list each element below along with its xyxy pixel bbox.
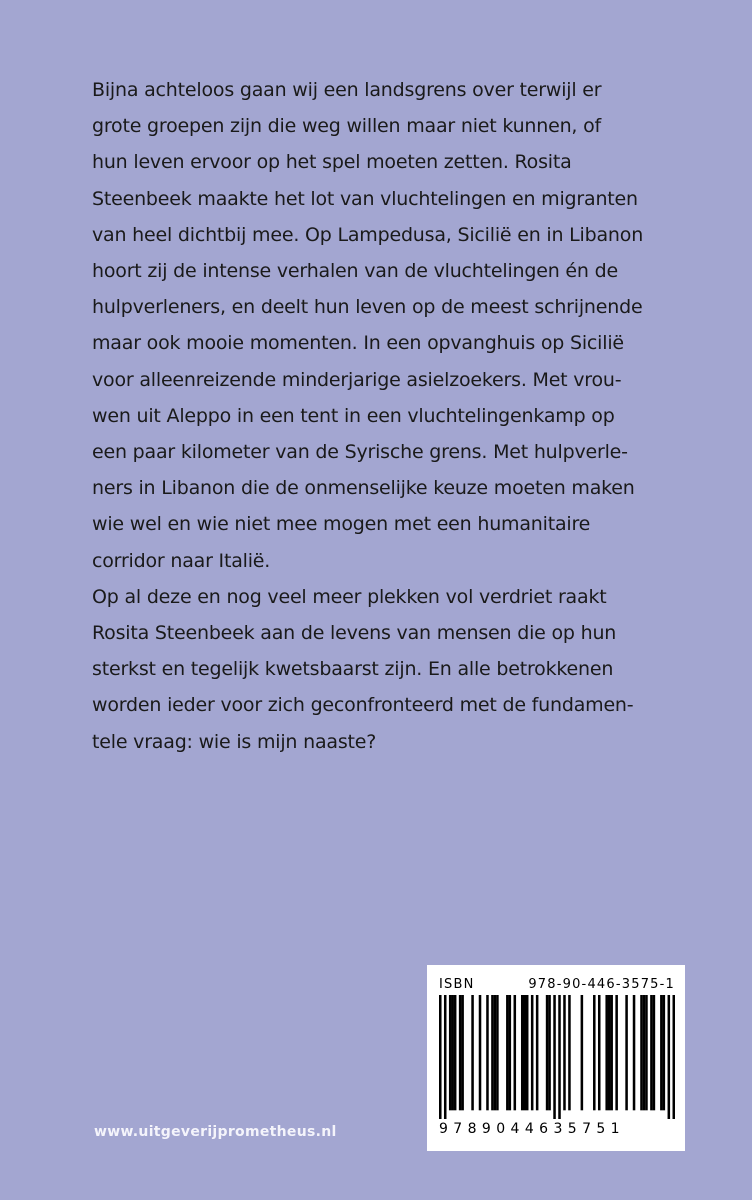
blurb-line: van heel dichtbij mee. Op Lampedusa, Sicilië en in Libanon bbox=[92, 223, 644, 246]
barcode-bar bbox=[531, 995, 534, 1110]
isbn-header bbox=[439, 977, 675, 992]
blurb-line: worden ieder voor zich geconfronteerd met de fundamen- bbox=[92, 694, 634, 717]
barcode-bar bbox=[494, 995, 497, 1110]
blurb-line: sterkst en tegelijk kwetsbaarst zijn. En alle betrokkenen bbox=[92, 658, 614, 681]
barcode-bar bbox=[536, 995, 539, 1110]
publisher-website: www.uitgeverijprometheus.nl bbox=[94, 1124, 337, 1140]
barcode-bar bbox=[444, 995, 447, 1119]
barcode-bar bbox=[471, 995, 474, 1110]
barcode-bar bbox=[645, 995, 648, 1110]
barcode-bar bbox=[610, 995, 613, 1110]
blurb-line: ners in Libanon die de onmenselijke keuze moeten maken bbox=[92, 477, 635, 500]
barcode-bars bbox=[439, 995, 675, 1119]
barcode-bar bbox=[509, 995, 512, 1110]
barcode-bar bbox=[581, 995, 584, 1110]
barcode-bar bbox=[663, 995, 666, 1110]
barcode-bar bbox=[486, 995, 489, 1110]
blurb-line: tele vraag: wie is mijn naaste? bbox=[92, 730, 377, 753]
barcode-bar bbox=[459, 995, 462, 1110]
blurb-line: voor alleenreizende minderjarige asielzoekers. Met vrou- bbox=[92, 368, 622, 391]
barcode-bar bbox=[673, 995, 675, 1119]
blurb-line: hulpverleners, en deelt hun leven op de meest schrijnende bbox=[92, 296, 643, 319]
barcode-bar bbox=[496, 995, 499, 1110]
blurb-line: Rosita Steenbeek aan de levens van mensen die op hun bbox=[92, 622, 617, 645]
blurb-line: wie wel en wie niet mee mogen met een humanitaire bbox=[92, 513, 591, 536]
blurb-line: corridor naar Italië. bbox=[92, 549, 271, 572]
barcode-bar bbox=[608, 995, 611, 1110]
blurb-line: een paar kilometer van de Syrische grens. Met hulpverle- bbox=[92, 441, 628, 464]
barcode-bar bbox=[479, 995, 482, 1110]
barcode-bar bbox=[553, 995, 556, 1119]
barcode-bar bbox=[546, 995, 549, 1110]
blurb-line: Bijna achteloos gaan wij een landsgrens over terwijl er bbox=[92, 79, 602, 101]
barcode-bar bbox=[558, 995, 561, 1119]
barcode-bar bbox=[491, 995, 494, 1110]
blurb-line: grote groepen zijn die weg willen maar niet kunnen, of bbox=[92, 115, 602, 138]
blurb-line: maar ook mooie momenten. In een opvanghuis op Sicilië bbox=[92, 332, 624, 355]
blurb-line: Op al deze en nog veel meer plekken vol verdriet raakt bbox=[92, 585, 607, 608]
barcode-bar bbox=[650, 995, 653, 1110]
barcode-bar bbox=[514, 995, 517, 1110]
barcode-digits: 9789044635751 bbox=[439, 1121, 625, 1137]
barcode-bar bbox=[633, 995, 636, 1110]
barcode-bar bbox=[593, 995, 596, 1110]
barcode-bar bbox=[615, 995, 618, 1110]
blurb-line: hun leven ervoor op het spel moeten zetten. Rosita bbox=[92, 151, 572, 174]
barcode-bar bbox=[568, 995, 571, 1110]
barcode-bar bbox=[461, 995, 464, 1110]
barcode-bar bbox=[640, 995, 643, 1110]
blurb-line: hoort zij de intense verhalen van de vluchtelingen én de bbox=[92, 260, 618, 283]
isbn-barcode bbox=[427, 965, 685, 1151]
isbn-label: ISBN bbox=[439, 977, 475, 992]
barcode-bar bbox=[668, 995, 671, 1119]
back-cover-blurb bbox=[92, 72, 732, 760]
barcode-bar bbox=[563, 995, 566, 1110]
barcode-bar bbox=[548, 995, 551, 1110]
barcode-bar bbox=[451, 995, 454, 1110]
barcode-bar bbox=[660, 995, 663, 1110]
isbn-number: 978-90-446-3575-1 bbox=[528, 977, 675, 992]
barcode-bar bbox=[454, 995, 457, 1110]
barcode-bar bbox=[605, 995, 608, 1110]
barcode-bar bbox=[521, 995, 524, 1110]
barcode-bar bbox=[526, 995, 529, 1110]
barcode-bar bbox=[506, 995, 509, 1110]
blurb-line: Steenbeek maakte het lot van vluchtelingen en migranten bbox=[92, 187, 638, 210]
barcode-bar bbox=[653, 995, 656, 1110]
barcode-bar bbox=[643, 995, 646, 1110]
barcode-bar bbox=[625, 995, 628, 1110]
barcode-bar bbox=[523, 995, 526, 1110]
barcode-bar bbox=[598, 995, 601, 1110]
barcode-bar bbox=[439, 995, 442, 1119]
barcode-bar bbox=[449, 995, 452, 1110]
blurb-line: wen uit Aleppo in een tent in een vluchtelingenkamp op bbox=[92, 404, 615, 427]
